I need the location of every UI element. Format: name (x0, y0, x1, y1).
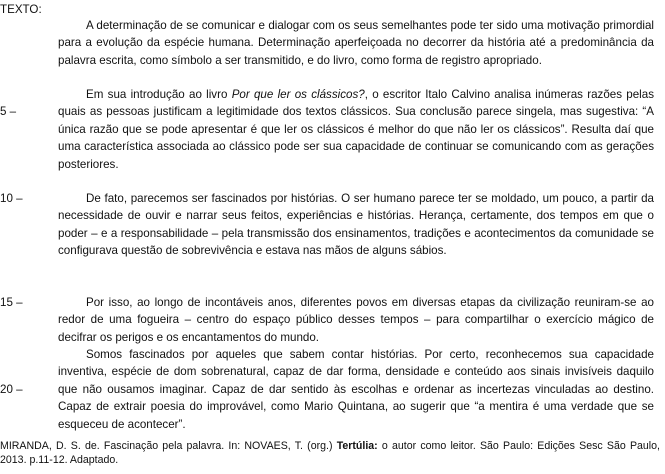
line-number-5: 5 – (0, 105, 17, 118)
text-heading: TEXTO: (0, 3, 42, 16)
paragraph-2-start: Em sua introdução ao livro (86, 88, 232, 101)
citation-bold-title: Tertúlia: (336, 440, 378, 452)
paragraph-5: Somos fascinados por aqueles que sabem contar histórias. Por certo, reconhecemos sua capacidade inventiva, espécie de dom sobrenatural, capaz de dar forma, densidade e conteúdo aos sinais invisíveis daquilo que não ousamos imaginar. Capaz de dar sentido às escolhas e ordenar as incertezas vinculadas ao destino. Capaz de extrair poesia do improvável, como Mario Quintana, ao sugerir que “a mentira é uma verdade que se esqueceu de acontecer”. (58, 348, 654, 431)
source-citation (0, 440, 660, 467)
paragraph-2 (58, 86, 654, 173)
paragraph-3: De fato, parecemos ser fascinados por histórias. O ser humano parece ter se moldado, um pouco, a partir da necessidade de ouvir e narrar seus feitos, experiências e histórias. Herança, certamente, dos tempos em que o poder – e a responsabilidade – pela transmissão dos ensinamentos, tradições e acontecimentos da comunidade se configurava questão de sobrevivência e estava nas mãos de alguns sábios. (58, 192, 654, 258)
line-number-20: 20 – (0, 383, 23, 396)
line-number-15: 15 – (0, 296, 23, 309)
paragraph-4: Por isso, ao longo de incontáveis anos, diferentes povos em diversas etapas da civilização reuniram-se ao redor de uma fogueira – centro do espaço público desses tempos – para compartilhar o exercício mágico de decifrar os perigos e os encantamentos do mundo. (58, 296, 654, 344)
paragraph-1: A determinação de se comunicar e dialogar com os seus semelhantes pode ter sido uma motivação primordial para a evolução da espécie humana. Determinação aperfeiçoada no decorrer da história até a predominância da palavra escrita, como símbolo a ser transmitido, e do livro, como forma de registro apropriado. (58, 19, 654, 67)
line-number-10: 10 – (0, 192, 23, 205)
citation-start: MIRANDA, D. S. de. Fascinação pela palavra. In: NOVAES, T. (org.) (0, 440, 337, 452)
citation-rest: o autor como leitor. São Paulo: Edições Sesc São Paulo, 2013. p.11-12. Adaptado. (0, 440, 660, 466)
book-title: Por que ler os clássicos? (231, 88, 365, 101)
paragraph-2-rest: , o escritor Italo Calvino analisa inúmeras razões pelas quais as pessoas justificam a legitimidade dos textos clássicos. Sua conclusão parece singela, mas sugestiva: “A única razão que se pode apresentar é que ler os clássicos é melhor do que não ler os clássicos”. Resulta daí que uma característica associada ao clássico pode ser sua capacidade de continuar se comunicando com as gerações posteriores. (58, 88, 655, 171)
